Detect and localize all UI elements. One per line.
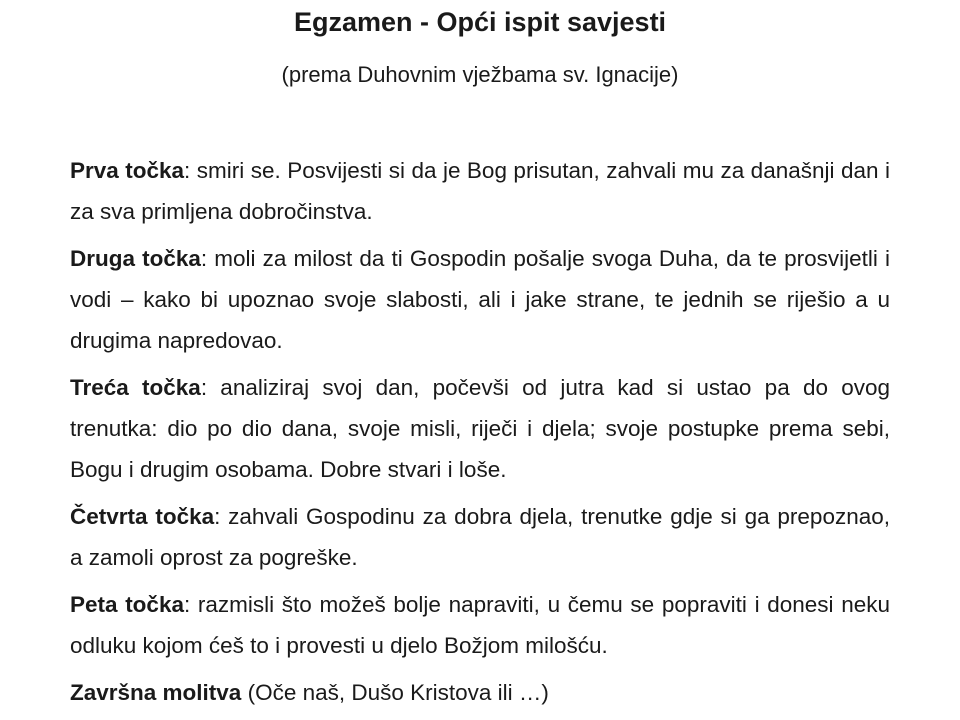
document-subtitle: (prema Duhovnim vježbama sv. Ignacije) — [281, 62, 679, 87]
point-first-heading: Prva točka — [70, 158, 185, 183]
point-first-text: : smiri se. Posvijesti si da je Bog prisutan, zahvali mu za današnji dan i za sva primljena dobročinstva. — [70, 158, 890, 224]
document-body — [70, 150, 890, 719]
point-fourth-heading: Četvrta točka — [70, 504, 215, 529]
point-third-text: : analiziraj svoj dan, počevši od jutra kad si ustao pa do ovog trenutka: dio po dio dana, svoje misli, riječi i djela; svoje postupke prema sebi, Bogu i drugim osobama. Dobre stvari i loše. — [70, 375, 890, 482]
point-fifth — [70, 584, 890, 666]
document-title: Egzamen - Opći ispit savjesti — [293, 7, 667, 37]
point-second-text: : moli za milost da ti Gospodin pošalje svoga Duha, da te prosvijetli i vodi – kako bi upoznao svoje slabosti, ali i jake strane, te jednih se riješio a u drugima napredovao. — [70, 246, 890, 353]
point-fourth — [70, 496, 890, 578]
point-second — [70, 238, 890, 361]
point-fifth-heading: Peta točka — [70, 592, 184, 617]
point-fifth-text: : razmisli što možeš bolje napraviti, u čemu se popraviti i donesi neku odluku kojom ćeš to i provesti u djelo Božjom milošću. — [70, 592, 890, 658]
point-first — [70, 150, 890, 232]
point-second-heading: Druga točka — [70, 246, 201, 271]
point-final-prayer — [70, 672, 890, 713]
point-third — [70, 367, 890, 490]
point-final-prayer-text: (Oče naš, Dušo Kristova ili …) — [241, 680, 549, 705]
point-final-prayer-heading: Završna molitva — [70, 680, 242, 705]
point-third-heading: Treća točka — [70, 375, 201, 400]
point-fourth-text: : zahvali Gospodinu za dobra djela, trenutke gdje si ga prepoznao, a zamoli oprost za pogreške. — [70, 504, 890, 570]
